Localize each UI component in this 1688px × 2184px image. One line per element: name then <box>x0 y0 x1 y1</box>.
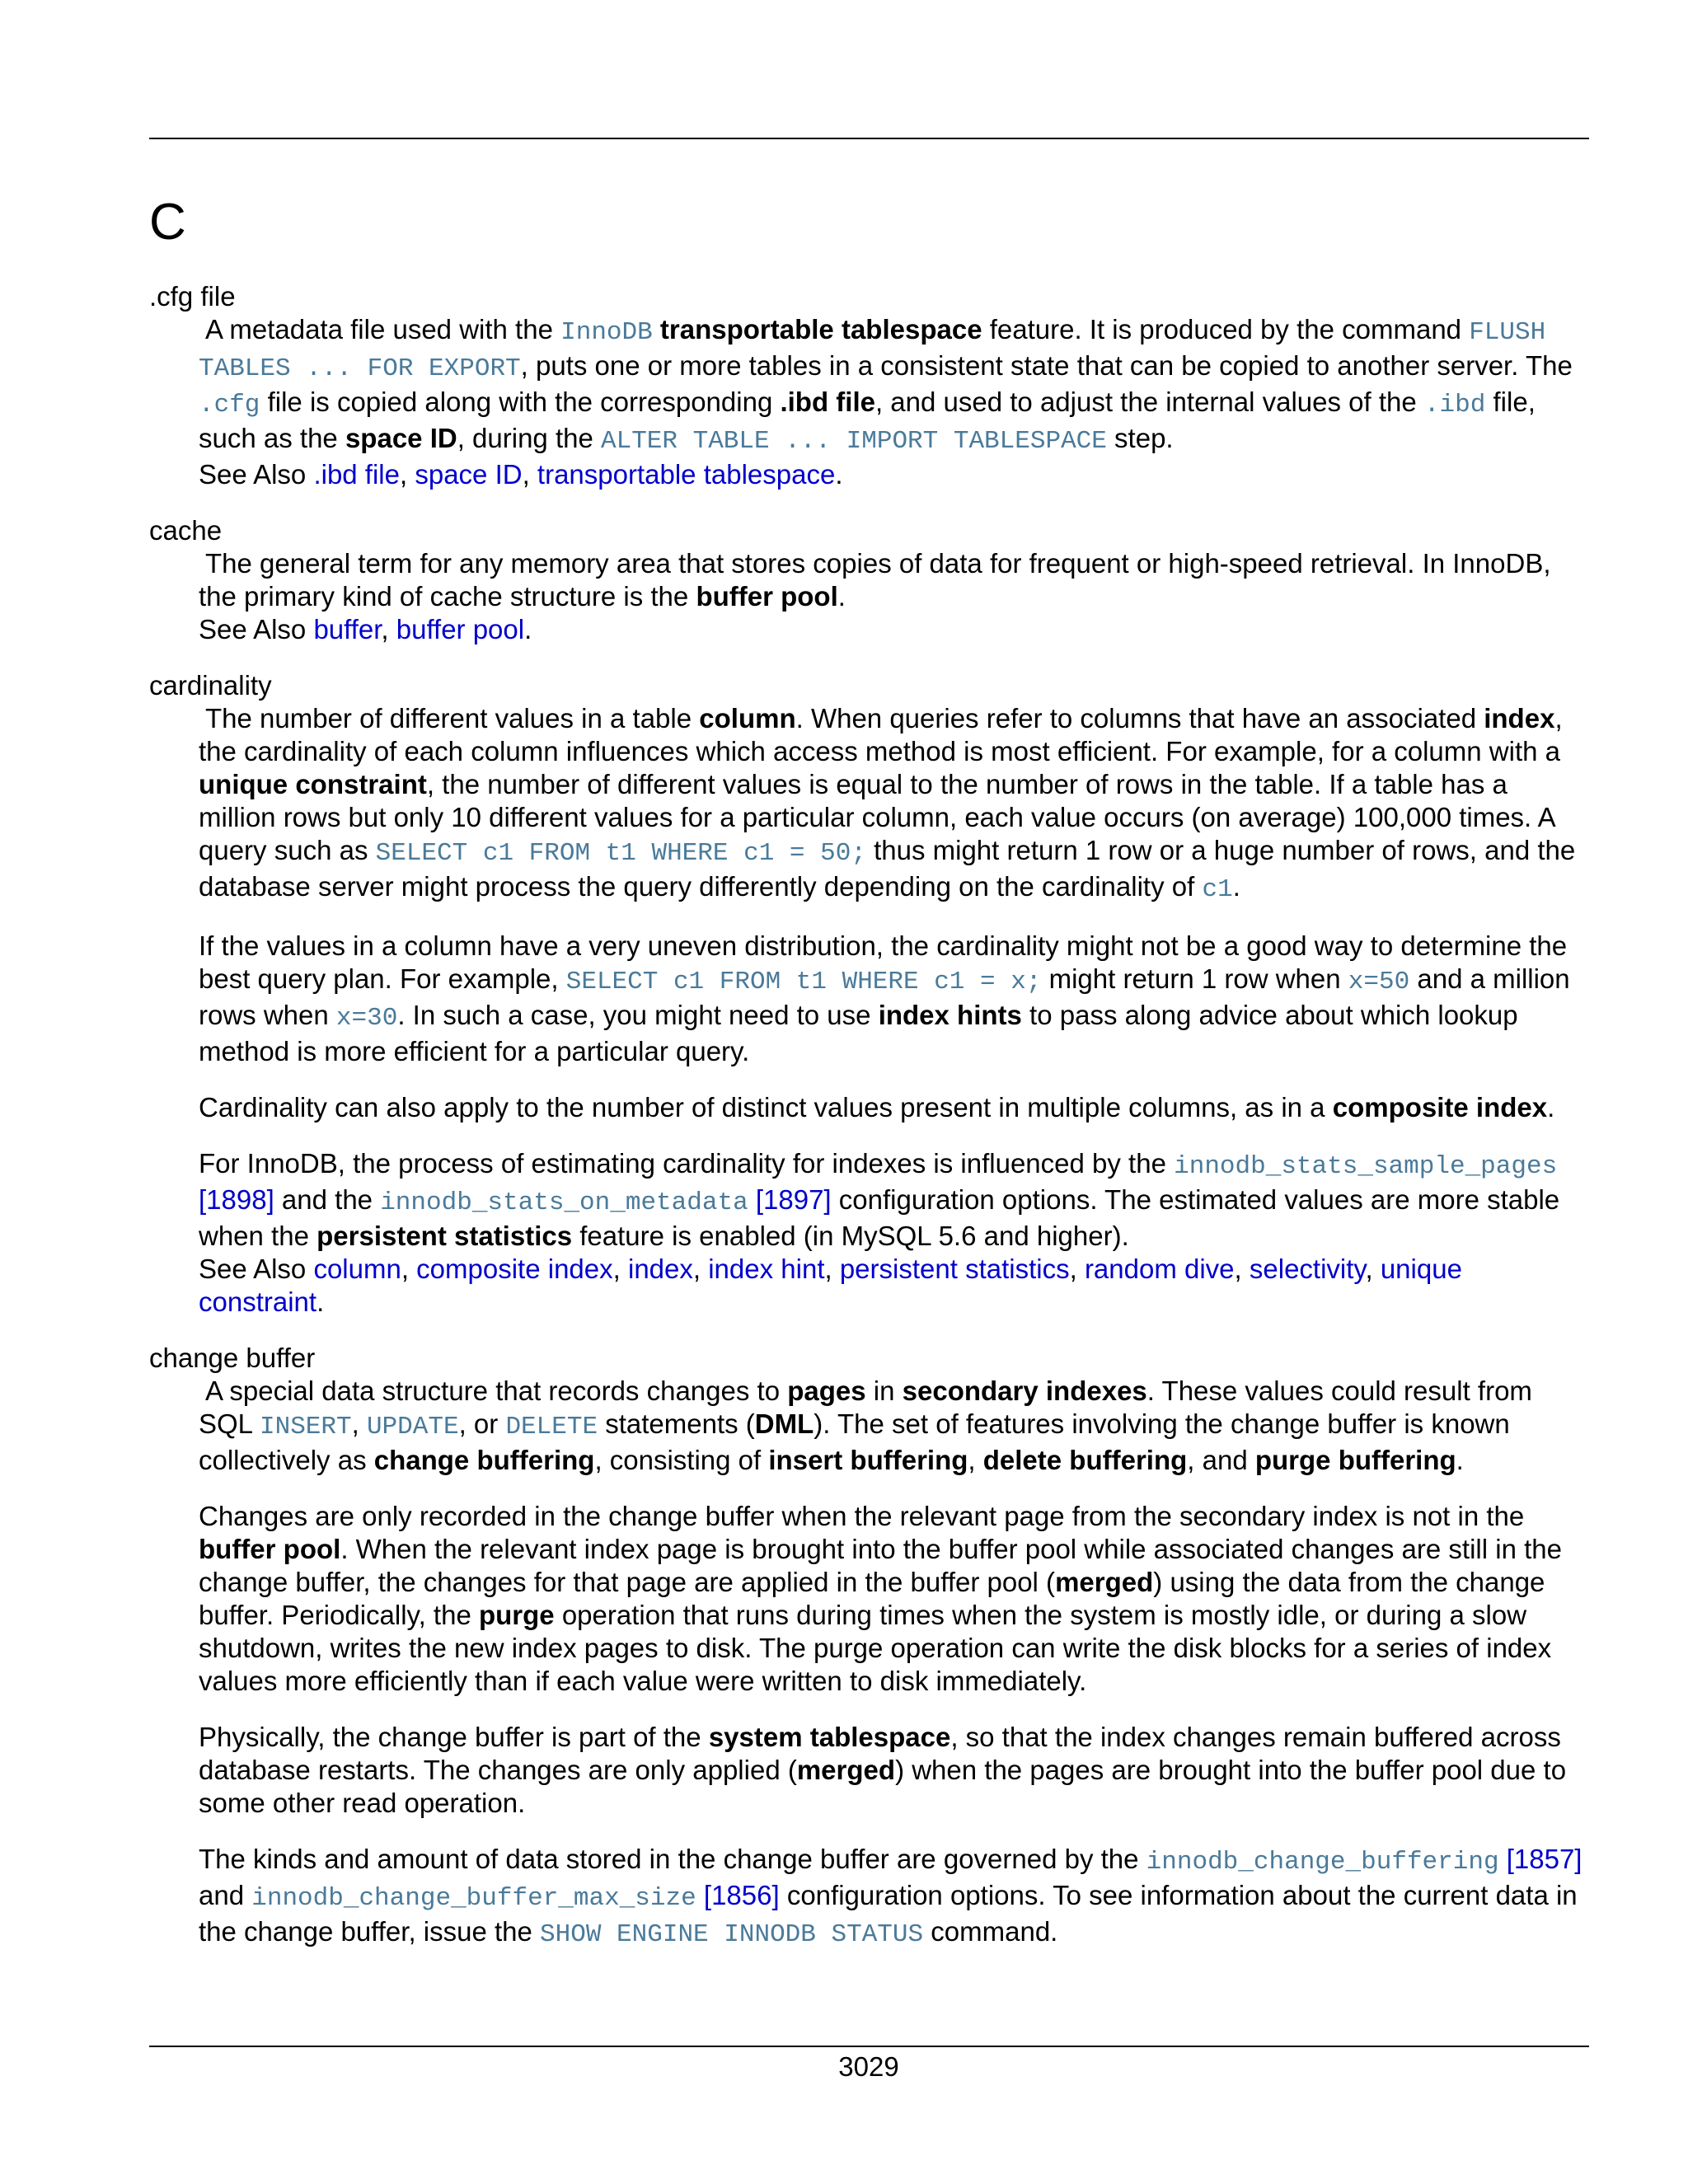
bold-term: DML <box>754 1408 814 1439</box>
definition-cardinality <box>199 702 1592 1319</box>
bold-term: system tablespace <box>708 1722 951 1752</box>
see-also-label: See Also <box>199 1254 307 1284</box>
glossary-entry-cache <box>149 514 1592 646</box>
text-run: . <box>1232 871 1240 902</box>
text-run: , and <box>1187 1445 1255 1475</box>
see-also-link[interactable]: composite index <box>416 1254 613 1284</box>
text-run: feature. It is produced by the command <box>982 314 1470 344</box>
text-run: file is copied along with the corresponding <box>260 387 781 417</box>
text-run: Cardinality can also apply to the number of distinct values present in multiple columns, as in a <box>199 1092 1333 1122</box>
code-value: x=50 <box>1348 968 1410 996</box>
text-run: feature is enabled (in MySQL 5.6 and higher). <box>572 1221 1129 1251</box>
definition-paragraph <box>199 1147 1592 1253</box>
text-run: and <box>199 1880 252 1910</box>
see-also-link[interactable]: persistent statistics <box>839 1254 1070 1284</box>
bold-term: merged <box>796 1755 896 1785</box>
bold-term: pages <box>787 1376 866 1406</box>
definition-cfg-file <box>199 313 1592 491</box>
definition-cache <box>199 547 1592 646</box>
text-run: Changes are only recorded in the change buffer when the relevant page from the secondary index is not in the <box>199 1501 1525 1531</box>
text-run: file, such as the <box>199 387 1536 453</box>
text-run: The general term for any memory area that stores copies of data for frequent or high-speed retrieval. In InnoDB, the primary kind of cache structure is the <box>199 548 1551 612</box>
text-run: to pass along advice about which lookup method is more efficient for a particular query. <box>199 1000 1518 1066</box>
text-run: . When the relevant index page is brought into the buffer pool while associated changes are still in the change buffer, the changes for that page are applied in the buffer pool ( <box>199 1534 1562 1597</box>
text-run: in <box>865 1376 903 1406</box>
code-column: c1 <box>1202 875 1233 904</box>
term-cache: cache <box>149 515 223 546</box>
see-also-link[interactable]: .ibd file <box>313 459 400 490</box>
text-run: command. <box>923 1916 1058 1947</box>
see-also: See Also .ibd file, space ID, transportable tablespace. <box>199 459 843 490</box>
text-run: A metadata file used with the <box>205 314 561 344</box>
see-also-link[interactable]: space ID <box>415 459 523 490</box>
text-run: statements ( <box>598 1408 755 1439</box>
code-statement: DELETE <box>505 1413 598 1441</box>
glossary-entry-cfg-file <box>149 280 1592 491</box>
see-also-link[interactable]: unique constraint <box>199 1254 1462 1317</box>
glossary-content <box>149 280 1592 1975</box>
code-option: innodb_change_buffering <box>1146 1848 1499 1877</box>
text-run: , so that the index changes remain buffered across database restarts. The changes are only applied ( <box>199 1722 1561 1785</box>
definition-change-buffer <box>199 1375 1592 1952</box>
see-also: See Also buffer, buffer pool. <box>199 614 532 644</box>
text-run: . <box>837 581 846 612</box>
bold-term: transportable tablespace <box>659 314 982 344</box>
bold-term: composite index <box>1332 1092 1548 1122</box>
bold-term: change buffering <box>373 1445 595 1475</box>
see-also-link[interactable]: index <box>627 1254 693 1284</box>
definition-paragraph <box>199 1375 1592 1477</box>
page-number: 3029 <box>838 2051 899 2082</box>
see-also-link[interactable]: index hint <box>708 1254 825 1284</box>
code-query: SELECT c1 FROM t1 WHERE c1 = 50; <box>375 839 866 868</box>
code-option: innodb_change_buffer_max_size <box>251 1884 696 1913</box>
see-also-label: See Also <box>199 614 307 644</box>
text-run: configuration options. To see information about the current data in the change buffer, issue the <box>199 1880 1578 1947</box>
text-run: , or <box>458 1408 506 1439</box>
code-statement: INSERT <box>259 1413 352 1441</box>
text-run: , <box>351 1408 367 1439</box>
see-also: See Also column, composite index, index, index hint, persistent statistics, random dive, selectivity, unique constraint. <box>199 1254 1462 1317</box>
glossary-entry-change-buffer <box>149 1342 1592 1952</box>
glossary-entry-cardinality <box>149 669 1592 1319</box>
definition-paragraph <box>199 930 1592 1068</box>
text-run: The kinds and amount of data stored in the change buffer are governed by the <box>199 1844 1146 1874</box>
code-innodb: InnoDB <box>560 318 653 347</box>
definition-paragraph <box>199 702 1592 907</box>
text-run: , and used to adjust the internal values of the <box>874 387 1424 417</box>
definition-paragraph <box>199 1843 1592 1952</box>
code-command: SHOW ENGINE INNODB STATUS <box>540 1920 924 1949</box>
term-cfg-file: .cfg file <box>149 281 236 312</box>
text-run: . These values could result from SQL <box>199 1376 1532 1439</box>
text-run: . <box>1456 1445 1464 1475</box>
see-also-link[interactable]: random dive <box>1084 1254 1235 1284</box>
bold-term: index <box>1484 703 1555 733</box>
text-run: , puts one or more tables in a consistent state that can be copied to another server. The <box>520 350 1573 381</box>
text-run: configuration options. The estimated values are more stable when the <box>199 1184 1560 1251</box>
definition-paragraph <box>199 313 1592 458</box>
code-option: innodb_stats_on_metadata <box>380 1188 748 1217</box>
bold-term: purge <box>478 1600 555 1630</box>
text-run: and the <box>274 1184 381 1215</box>
see-also-link[interactable]: transportable tablespace <box>537 459 836 490</box>
see-also-link[interactable]: column <box>313 1254 401 1284</box>
text-run: , <box>968 1445 983 1475</box>
definition-paragraph <box>199 1500 1592 1698</box>
code-value: x=30 <box>335 1004 398 1033</box>
bold-term: column <box>699 703 796 733</box>
bold-term: space ID <box>345 423 457 453</box>
bold-term: buffer pool <box>696 581 838 612</box>
code-query: SELECT c1 FROM t1 WHERE c1 = x; <box>565 968 1042 996</box>
header-rule <box>149 138 1589 139</box>
definition-paragraph <box>199 1721 1592 1820</box>
text-run: , the cardinality of each column influences which access method is most efficient. For example, for a column with a <box>199 703 1563 766</box>
text-run <box>653 314 660 344</box>
code-ibd: .ibd <box>1423 391 1486 419</box>
text-run: ) when the pages are brought into the buffer pool due to some other read operation. <box>199 1755 1567 1818</box>
section-letter: C <box>149 194 186 251</box>
bold-term: persistent statistics <box>316 1221 573 1251</box>
text-run: ) using the data from the change buffer. Periodically, the <box>199 1567 1545 1630</box>
bold-term: secondary indexes <box>902 1376 1147 1406</box>
text-run: and a million rows when <box>199 963 1570 1030</box>
text-run: A special data structure that records changes to <box>205 1376 788 1406</box>
page-ref-link[interactable]: [1897] <box>748 1184 832 1215</box>
text-run: , the number of different values is equal to the number of rows in the table. If a table has a million rows but only 10 different values for a particular column, each value occurs (on average) 100,000 times. A query such as <box>199 769 1554 865</box>
bold-term: merged <box>1055 1567 1154 1597</box>
page-ref-link[interactable]: [1856] <box>696 1880 780 1910</box>
bold-term: index hints <box>878 1000 1022 1030</box>
code-cfg: .cfg <box>199 391 260 419</box>
page-ref-link[interactable]: [1898] <box>199 1184 274 1215</box>
text-run: operation that runs during times when the system is mostly idle, or during a slow shutdown, writes the new index pages to disk. The purge operation can write the disk blocks for a series of index values more efficiently than if each value were written to disk immediately. <box>199 1600 1552 1696</box>
code-statement: UPDATE <box>366 1413 459 1441</box>
definition-paragraph <box>199 547 1592 613</box>
bold-term: delete buffering <box>982 1445 1188 1475</box>
text-run: ). The set of features involving the change buffer is known collectively as <box>199 1408 1510 1475</box>
page-ref-link[interactable]: [1857] <box>1498 1844 1582 1874</box>
code-alter-table: ALTER TABLE ... IMPORT TABLESPACE <box>600 427 1107 456</box>
bold-term: .ibd file <box>780 387 875 417</box>
code-option: innodb_stats_sample_pages <box>1174 1152 1558 1181</box>
term-cardinality: cardinality <box>149 670 272 701</box>
see-also-link[interactable]: buffer pool <box>396 614 525 644</box>
bold-term: purge buffering <box>1254 1445 1456 1475</box>
text-run: step. <box>1106 423 1174 453</box>
term-change-buffer: change buffer <box>149 1343 316 1373</box>
text-run: . In such a case, you might need to use <box>397 1000 879 1030</box>
bold-term: insert buffering <box>768 1445 968 1475</box>
footer-rule <box>149 2046 1589 2047</box>
code-flush-tables: FLUSH TABLES ... FOR EXPORT <box>199 318 1546 383</box>
text-run: . When queries refer to columns that have an associated <box>795 703 1484 733</box>
see-also-link[interactable]: buffer <box>313 614 382 644</box>
text-run: Physically, the change buffer is part of the <box>199 1722 709 1752</box>
definition-paragraph <box>199 1091 1592 1124</box>
text-run: , during the <box>457 423 601 453</box>
text-run: , consisting of <box>594 1445 769 1475</box>
bold-term: unique constraint <box>199 769 427 799</box>
see-also-link[interactable]: selectivity <box>1249 1254 1366 1284</box>
text-run: For InnoDB, the process of estimating cardinality for indexes is influenced by the <box>199 1148 1175 1179</box>
text-run: might return 1 row when <box>1041 963 1348 994</box>
text-run: The number of different values in a table <box>205 703 700 733</box>
text-run: thus might return 1 row or a huge number of rows, and the database server might process the query differently depending on the cardinality of <box>199 835 1576 902</box>
text-run: If the values in a column have a very uneven distribution, the cardinality might not be a good way to determine the best query plan. For example, <box>199 930 1568 994</box>
see-also-label: See Also <box>199 459 307 490</box>
text-run: . <box>1547 1092 1555 1122</box>
bold-term: buffer pool <box>199 1534 341 1564</box>
